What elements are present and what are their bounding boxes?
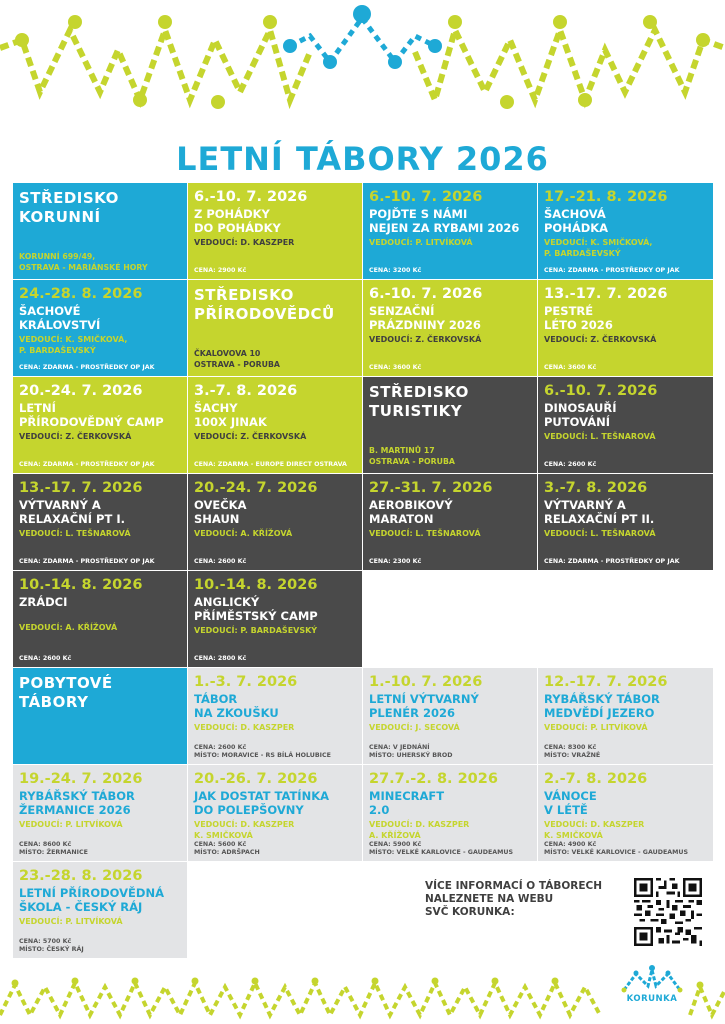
camp-leader: VEDOUCÍ: P. LITVÍKOVÁ: [19, 917, 123, 926]
camp-name: Z POHÁDKY DO POHÁDKY: [194, 207, 281, 235]
camp-price: CENA: 4900 Kč MÍSTO: VELKÉ KARLOVICE - GAUDEAMUS: [544, 841, 689, 856]
camp-card: [538, 377, 713, 473]
page-title: LETNÍ TÁBORY 2026: [176, 140, 549, 178]
camp-card: [188, 765, 362, 861]
camp-name: PESTRÉ LÉTO 2026: [544, 304, 613, 332]
camp-date: 1.-10. 7. 2026: [369, 674, 483, 690]
camp-leader: VEDOUCÍ: D. KASZPER A. KŘÍŽOVÁ: [369, 820, 470, 840]
camp-card: [188, 474, 362, 570]
camp-date: 13.-17. 7. 2026: [19, 480, 143, 496]
camp-name: LETNÍ VÝTVARNÝ PLENÉR 2026: [369, 692, 479, 720]
camp-price: CENA: 2600 Kč: [19, 655, 72, 662]
camp-card: [538, 280, 713, 376]
camp-date: 20.-26. 7. 2026: [194, 771, 318, 787]
camp-price: CENA: 2800 Kč: [194, 655, 247, 662]
camp-leader: VEDOUCÍ: A. KŘÍŽOVÁ: [19, 623, 118, 632]
camp-name: RYBÁŘSKÝ TÁBOR ŽERMANICE 2026: [19, 789, 135, 817]
camp-card: [363, 280, 537, 376]
camp-date: 2.-7. 8. 2026: [544, 771, 648, 787]
camp-date: 10.-14. 8. 2026: [194, 577, 318, 593]
center-turistiky: [363, 377, 537, 473]
camp-leader: VEDOUCÍ: Z. ČERKOVSKÁ: [369, 335, 482, 344]
camp-date: 12.-17. 7. 2026: [544, 674, 668, 690]
camp-name: MINECRAFT 2.0: [369, 789, 445, 817]
camp-date: 17.-21. 8. 2026: [544, 189, 668, 205]
camp-name: AEROBIKOVÝ MARATON: [369, 498, 453, 526]
camp-date: 19.-24. 7. 2026: [19, 771, 143, 787]
camp-price: CENA: 2900 Kč: [194, 267, 247, 274]
camp-date: 3.-7. 8. 2026: [194, 383, 298, 399]
camp-leader: VEDOUCÍ: D. KASZPER K. SMIČKOVÁ: [544, 820, 645, 840]
camp-date: 20.-24. 7. 2026: [194, 480, 318, 496]
camp-name: ŠACHOVÉ KRÁLOVSTVÍ: [19, 304, 101, 332]
center-korunni: [13, 183, 187, 279]
camp-price: CENA: 5600 Kč MÍSTO: ADRŠPACH: [194, 841, 260, 856]
camp-card: [363, 183, 537, 279]
camp-name: ANGLICKÝ PŘÍMĚSTSKÝ CAMP: [194, 595, 318, 623]
camp-card: [538, 668, 713, 764]
camp-price: CENA: 2600 Kč: [544, 461, 597, 468]
camp-date: 13.-17. 7. 2026: [544, 286, 668, 302]
camp-card: [188, 183, 362, 279]
camp-date: 1.-3. 7. 2026: [194, 674, 298, 690]
camp-name: SENZAČNÍ PRÁZDNINY 2026: [369, 304, 481, 332]
camp-price: CENA: ZDARMA - EUROPE DIRECT OSTRAVA: [194, 461, 347, 468]
camp-card: [13, 280, 187, 376]
more-info-text: VÍCE INFORMACÍ O TÁBORECH NALEZNETE NA WEBU SVČ KORUNKA:: [425, 880, 603, 918]
camp-name: TÁBOR NA ZKOUŠKU: [194, 692, 279, 720]
camp-leader: VEDOUCÍ: K. SMIČKOVÁ, P. BARDAŠEVSKÝ: [544, 238, 653, 258]
camp-leader: VEDOUCÍ: J. SECOVÁ: [369, 723, 460, 732]
camp-price: CENA: 3600 Kč: [544, 364, 597, 371]
camp-leader: VEDOUCÍ: D. KASZPER: [194, 723, 295, 732]
camp-card: [538, 183, 713, 279]
camp-date: 6.-10. 7. 2026: [544, 383, 658, 399]
camp-leader: VEDOUCÍ: L. TEŠNAROVÁ: [544, 529, 656, 538]
camp-date: 27.-31. 7. 2026: [369, 480, 493, 496]
camp-date: 10.-14. 8. 2026: [19, 577, 143, 593]
camp-price: CENA: ZDARMA - PROSTŘEDKY OP JAK: [544, 558, 680, 565]
camp-date: 20.-24. 7. 2026: [19, 383, 143, 399]
camp-name: DINOSAUŘÍ PUTOVÁNÍ: [544, 401, 617, 429]
top-crown-decoration: [0, 0, 725, 120]
camp-price: CENA: 8300 Kč MÍSTO: VRAŽNÉ: [544, 744, 601, 759]
camp-date: 24.-28. 8. 2026: [19, 286, 143, 302]
camp-name: ŠACHY 100X JINAK: [194, 401, 267, 429]
camp-date: 6.-10. 7. 2026: [369, 286, 483, 302]
camp-name: LETNÍ PŘÍRODOVĚDNÁ ŠKOLA - ČESKÝ RÁJ: [19, 886, 164, 914]
camp-name: JAK DOSTAT TATÍNKA DO POLEPŠOVNY: [194, 789, 330, 817]
camp-card: [363, 668, 537, 764]
camp-price: CENA: 2600 Kč: [194, 558, 247, 565]
camp-leader: VEDOUCÍ: L. TEŠNAROVÁ: [19, 529, 131, 538]
camp-leader: VEDOUCÍ: L. TEŠNAROVÁ: [544, 432, 656, 441]
korunka-logo[interactable]: [612, 964, 692, 1020]
camp-price: CENA: ZDARMA - PROSTŘEDKY OP JAK: [19, 558, 155, 565]
camp-date: 3.-7. 8. 2026: [544, 480, 648, 496]
camp-leader: VEDOUCÍ: L. TEŠNAROVÁ: [369, 529, 481, 538]
camp-leader: VEDOUCÍ: P. LITVÍKOVÁ: [369, 238, 473, 247]
camp-date: 23.-28. 8. 2026: [19, 868, 143, 884]
camp-name: ZRÁDCI: [19, 595, 68, 609]
camp-price: CENA: V JEDNÁNÍ MÍSTO: UHERSKÝ BROD: [369, 744, 453, 759]
camp-card: [363, 474, 537, 570]
qr-code[interactable]: [634, 878, 702, 946]
camp-price: CENA: 3200 Kč: [369, 267, 422, 274]
camp-card: [13, 765, 187, 861]
camp-name: VÝTVARNÝ A RELAXAČNÍ PT I.: [19, 498, 125, 526]
camp-date: 27.7.-2. 8. 2026: [369, 771, 498, 787]
camp-card: [13, 377, 187, 473]
camp-leader: VEDOUCÍ: P. LITVÍKOVÁ: [544, 723, 648, 732]
camp-price: CENA: ZDARMA - PROSTŘEDKY OP JAK: [544, 267, 680, 274]
camp-leader: VEDOUCÍ: K. SMIČKOVÁ, P. BARDAŠEVSKÝ: [19, 335, 128, 355]
center-address: ČKALOVOVA 10 OSTRAVA - PORUBA: [194, 349, 280, 369]
center-name: STŘEDISKO PŘÍRODOVĚDCŮ: [194, 286, 335, 323]
camp-leader: VEDOUCÍ: Z. ČERKOVSKÁ: [19, 432, 132, 441]
camp-name: RYBÁŘSKÝ TÁBOR MEDVĚDÍ JEZERO: [544, 692, 660, 720]
camp-name: OVEČKA SHAUN: [194, 498, 247, 526]
camp-card: [188, 571, 362, 667]
camp-price: CENA: 2300 Kč: [369, 558, 422, 565]
camp-leader: VEDOUCÍ: D. KASZPER: [194, 238, 295, 247]
camp-card: [13, 862, 187, 958]
camp-card: [188, 668, 362, 764]
camp-card: [188, 377, 362, 473]
camp-name: LETNÍ PŘÍRODOVĚDNÝ CAMP: [19, 401, 164, 429]
camp-name: POJĎTE S NÁMI NEJEN ZA RYBAMI 2026: [369, 207, 520, 235]
camp-date: 6.-10. 7. 2026: [369, 189, 483, 205]
center-address: KORUNNÍ 699/49, OSTRAVA - MARIÁNSKÉ HORY: [19, 252, 148, 272]
camp-card: [363, 765, 537, 861]
camp-card: [538, 474, 713, 570]
camp-grid: [13, 183, 713, 963]
camp-price: CENA: 5700 Kč MÍSTO: ČESKÝ RÁJ: [19, 938, 84, 953]
camp-price: CENA: 5900 Kč MÍSTO: VELKÉ KARLOVICE - GAUDEAMUS: [369, 841, 514, 856]
camp-price: CENA: ZDARMA - PROSTŘEDKY OP JAK: [19, 364, 155, 371]
center-prirodovedcu: [188, 280, 362, 376]
camp-leader: VEDOUCÍ: Z. ČERKOVSKÁ: [194, 432, 307, 441]
center-pobytove: [13, 668, 187, 764]
camp-leader: VEDOUCÍ: Z. ČERKOVSKÁ: [544, 335, 657, 344]
camp-leader: VEDOUCÍ: P. LITVÍKOVÁ: [19, 820, 123, 829]
camp-card: [13, 474, 187, 570]
camp-leader: VEDOUCÍ: P. BARDAŠEVSKÝ: [194, 626, 318, 635]
camp-name: ŠACHOVÁ POHÁDKA: [544, 207, 609, 235]
center-name: POBYTOVÉ TÁBORY: [19, 674, 113, 711]
camp-price: CENA: 8600 Kč MÍSTO: ŽERMANICE: [19, 841, 88, 856]
camp-name: VÝTVARNÝ A RELAXAČNÍ PT II.: [544, 498, 655, 526]
camp-card: [13, 571, 187, 667]
camp-leader: VEDOUCÍ: A. KŘÍŽOVÁ: [194, 529, 293, 538]
camp-price: CENA: 3600 Kč: [369, 364, 422, 371]
camp-price: CENA: 2600 Kč MÍSTO: MORAVICE - RS BÍLÁ HOLUBICE: [194, 744, 331, 759]
logo-wordmark: KORUNKA: [626, 994, 678, 1004]
center-address: B. MARTINŮ 17 OSTRAVA - PORUBA: [369, 446, 455, 466]
camp-name: VÁNOCE V LÉTĚ: [544, 789, 597, 817]
camp-date: 6.-10. 7. 2026: [194, 189, 308, 205]
center-name: STŘEDISKO TURISTIKY: [369, 383, 469, 420]
camp-price: CENA: ZDARMA - PROSTŘEDKY OP JAK: [19, 461, 155, 468]
camp-leader: VEDOUCÍ: D. KASZPER K. SMIČKOVÁ: [194, 820, 295, 840]
camp-card: [538, 765, 713, 861]
center-name: STŘEDISKO KORUNNÍ: [19, 189, 119, 226]
